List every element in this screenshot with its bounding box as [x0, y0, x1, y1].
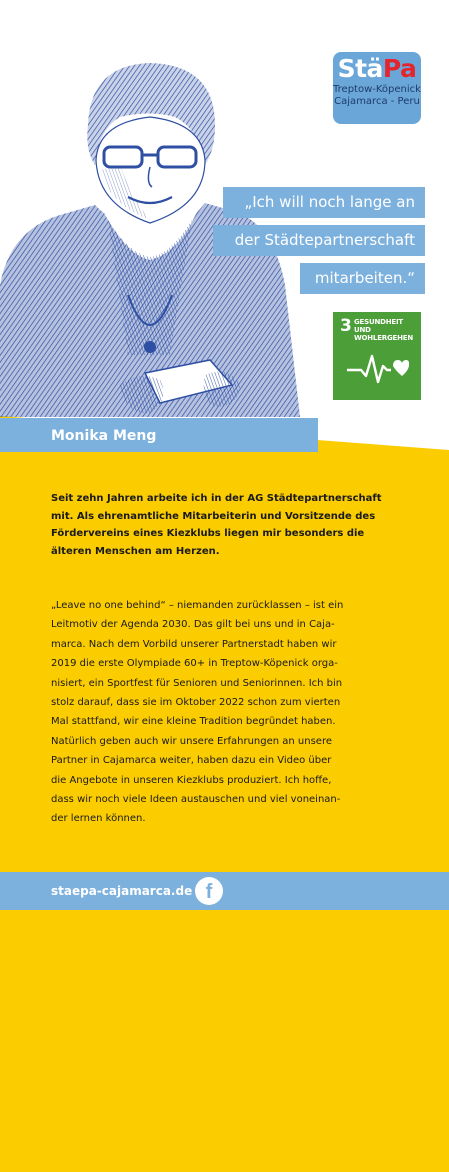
intro-paragraph: [51, 490, 406, 560]
body-line: dass wir noch viele Ideen austauschen und viel voneinan-: [51, 794, 341, 806]
intro-line: Seit zehn Jahren arbeite ich in der AG Städtepartnerschaft: [51, 493, 382, 504]
quote-line-1: „Ich will noch lange an: [223, 187, 425, 218]
body-line: Partner in Cajamarca weiter, haben dazu ein Video über: [51, 755, 332, 767]
staepa-logo: [333, 52, 421, 124]
sdg-title-line-1: GESUNDHEIT UND: [354, 318, 403, 334]
body-paragraph: [51, 596, 407, 829]
body-line: der lernen können.: [51, 813, 146, 825]
website-link[interactable]: staepa-cajamarca.de: [51, 884, 193, 898]
logo-wordmark: StäPa: [337, 54, 417, 83]
footer-bar: [0, 872, 449, 910]
body-line: nisiert, ein Sportfest für Senioren und Seniorinnen. Ich bin: [51, 677, 343, 689]
sdg-number: 3: [340, 316, 352, 336]
intro-line: mit. Als ehrenamtliche Mitarbeiterin und Vorsitzende des: [51, 510, 376, 522]
person-name: Monika Meng: [51, 428, 157, 444]
heartbeat-heart-icon: [347, 352, 409, 386]
body-line: marca. Nach dem Vorbild unserer Partnerstadt haben wir: [51, 638, 337, 650]
logo-line-1: Treptow-Köpenick: [333, 84, 421, 95]
logo-line-2: Cajamarca - Peru: [334, 96, 420, 107]
facebook-icon[interactable]: f: [195, 877, 223, 905]
quote-line-2: der Städtepartnerschaft: [213, 225, 425, 256]
sdg-title: [354, 318, 418, 342]
intro-line: Fördervereins eines Kiezklubs liegen mir besonders die: [51, 528, 365, 539]
body-line: die Angebote in unseren Kiezklubs produziert. Ich hoffe,: [51, 774, 332, 786]
quote-line-3: mitarbeiten.“: [300, 263, 425, 294]
sdg-goal-3-badge: [333, 312, 421, 400]
body-line: „Leave no one behind“ – niemanden zurücklassen – ist ein: [51, 600, 344, 611]
body-line: stolz darauf, dass sie im Oktober 2022 schon zum vierten: [51, 697, 341, 709]
body-line: 2019 die erste Olympiade 60+ in Treptow-Köpenick orga-: [51, 658, 338, 670]
body-line: Natürlich geben auch wir unsere Erfahrungen an unsere: [51, 735, 333, 747]
intro-line: älteren Menschen am Herzen.: [51, 545, 220, 557]
sdg-title-line-2: WOHLERGEHEN: [354, 334, 413, 342]
body-line: Mal stattfand, wir eine kleine Tradition begründet haben.: [51, 716, 336, 728]
body-line: Leitmotiv der Agenda 2030. Das gilt bei uns und in Caja-: [51, 619, 335, 631]
